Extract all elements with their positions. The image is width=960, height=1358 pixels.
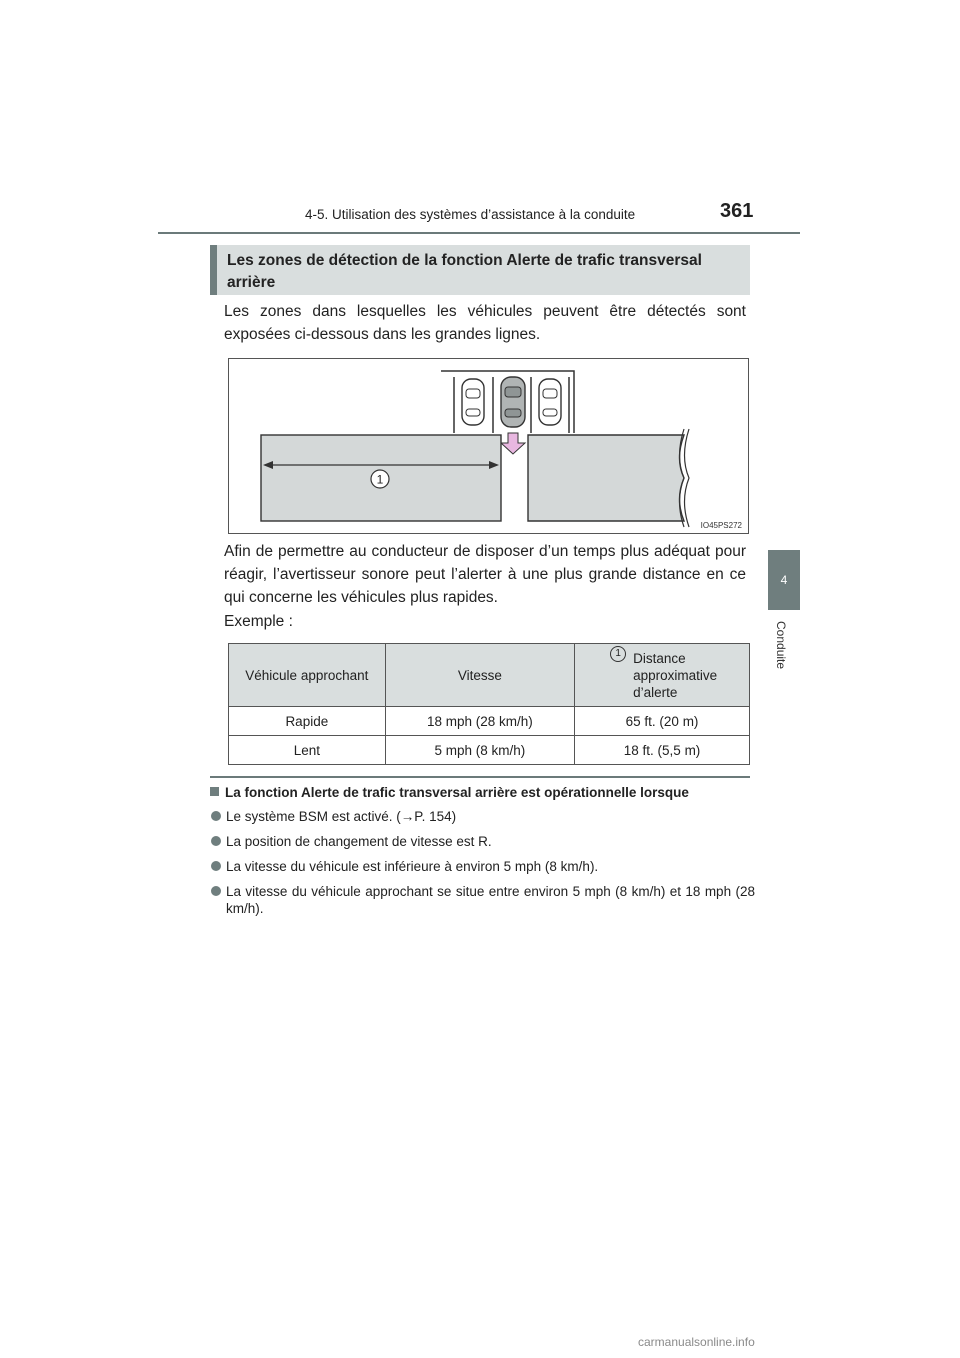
intro-paragraph: Les zones dans lesquelles les véhicules peuvent être détectés sont exposées ci-dessous dans les grandes lignes. [224, 303, 746, 343]
detection-zone-diagram [229, 359, 748, 533]
table-cell: 18 ft. (5,5 m) [575, 736, 750, 765]
table-header-row [229, 644, 750, 707]
table-row [229, 707, 750, 736]
header-section-title: 4-5. Utilisation des systèmes d’assistance à la conduite [305, 207, 636, 222]
parked-car-right-icon [539, 379, 561, 425]
table-row [229, 736, 750, 765]
page-number: 361 [720, 200, 754, 222]
example-label: Exemple : [224, 613, 293, 630]
callout-number: 1 [376, 472, 384, 487]
conditions-rule [210, 776, 750, 778]
list-item-text: Le système BSM est activé. (→P. 154) [226, 809, 457, 824]
table-header-cell [575, 644, 750, 707]
conditions-list [210, 808, 755, 925]
chapter-number: 4 [780, 573, 788, 587]
section-title-band [210, 245, 750, 295]
header-rule [158, 232, 800, 234]
figure-code: IO45PS272 [700, 521, 742, 530]
watermark: carmanualsonline.info [638, 1335, 755, 1349]
table-cell: Rapide [229, 707, 386, 736]
table-cell: 5 mph (8 km/h) [385, 736, 574, 765]
break-line [685, 429, 690, 527]
list-item-text: La vitesse du véhicule approchant se situe entre environ 5 mph (8 km/h) et 18 mph (28 km/h). [226, 884, 755, 916]
chapter-label [760, 615, 808, 685]
bullet-icon [211, 861, 221, 871]
list-item [210, 833, 755, 850]
own-car-icon [501, 377, 525, 427]
list-item-text: La vitesse du véhicule est inférieure à environ 5 mph (8 km/h). [226, 859, 599, 874]
square-bullet-icon [210, 787, 219, 796]
list-item [210, 808, 755, 825]
table-cell: Lent [229, 736, 386, 765]
list-item [210, 883, 755, 917]
list-item-text: La position de changement de vitesse est R. [226, 834, 492, 849]
chapter-tab [768, 550, 800, 610]
table-header-cell: Vitesse [385, 644, 574, 707]
section-title: Les zones de détection de la fonction Alerte de trafic transversal arrière [227, 252, 702, 291]
bullet-icon [211, 811, 221, 821]
header-callout: 1 [610, 646, 626, 662]
table-header-cell: Véhicule approchant [229, 644, 386, 707]
conditions-heading [210, 785, 755, 800]
alert-distance-table [228, 643, 750, 765]
list-item [210, 858, 755, 875]
conditions-title: La fonction Alerte de trafic transversal arrière est opérationnelle lorsque [225, 785, 689, 800]
table-cell: 18 mph (28 km/h) [385, 707, 574, 736]
header-distance-label: Distance approximative d’alerte [633, 650, 718, 700]
bullet-icon [211, 836, 221, 846]
parked-car-left-icon [462, 379, 484, 425]
chapter-label-text: Conduite [774, 621, 788, 670]
detection-zone-right [528, 435, 684, 521]
detection-zone-figure [228, 358, 749, 534]
table-cell: 65 ft. (20 m) [575, 707, 750, 736]
bullet-icon [211, 886, 221, 896]
distance-paragraph: Afin de permettre au conducteur de disposer d’un temps plus adéquat pour réagir, l’avertisseur sonore peut l’alerter à une plus grande distance en ce qui concerne les véhicules plus rapides. [224, 543, 746, 606]
reverse-arrow-icon [501, 433, 525, 454]
